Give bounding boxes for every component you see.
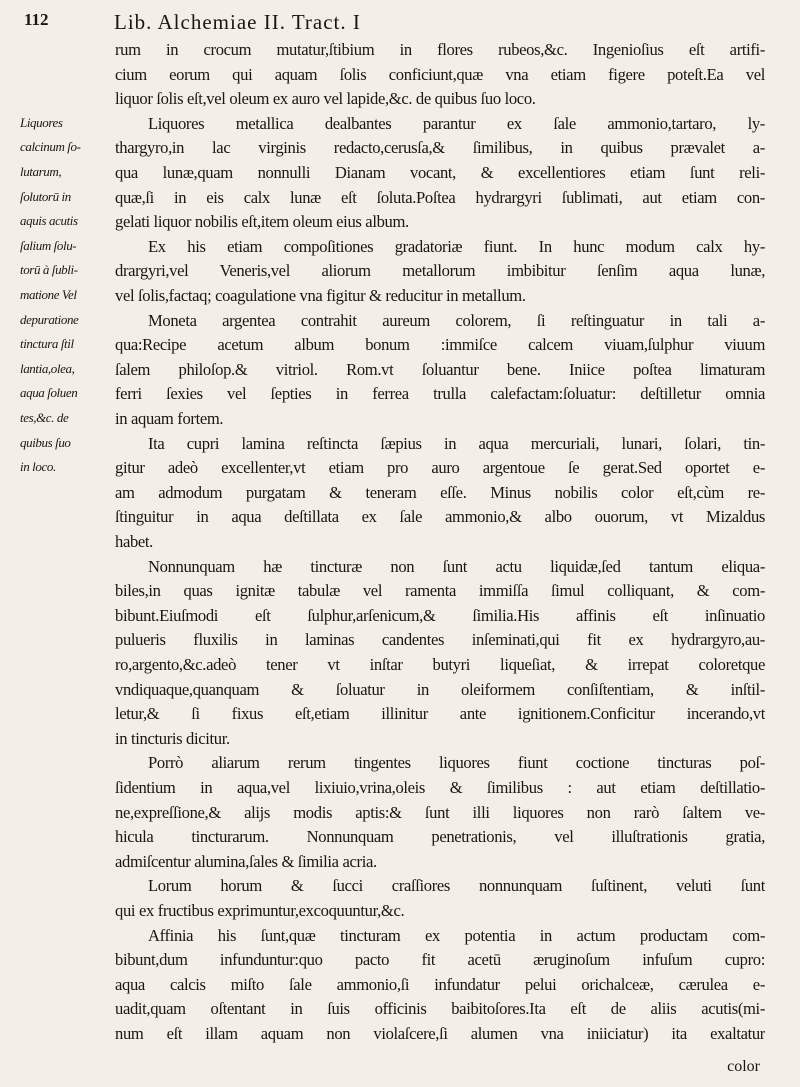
text-line	[0, 360, 800, 379]
line-text: vel ſolis,factaq; coagulatione vna figitur & reducitur in metallum.	[115, 286, 526, 305]
line-text: drargyri,vel Veneris,vel aliorum metallorum imbibitur ſenſim aqua lunæ,	[115, 261, 765, 281]
text-line	[0, 40, 800, 59]
line-text: bibunt,dum infunduntur:quo pacto fit acetū æruginoſum infuſum cupro:	[115, 950, 765, 970]
margin-note: tes,&c. de	[20, 410, 69, 425]
margin-note: torū à ſubli-	[20, 262, 78, 278]
margin-note: Liquores	[20, 114, 63, 130]
text-line	[0, 458, 800, 477]
text-line	[0, 778, 800, 797]
text-line	[0, 138, 800, 157]
text-line	[0, 261, 800, 280]
line-text: vndiquaque,quanquam & ſoluatur in oleiformem conſiſtentiam, & inſtil-	[115, 679, 765, 699]
text-line	[0, 114, 800, 133]
line-text: rum in crocum mutatur,ſtibium in flores rubeos,&c. Ingenioſius eſt artifi-	[115, 40, 765, 59]
line-text: liquor ſolis eſt,vel oleum ex auro vel lapide,&c. de quibus ſuo loco.	[115, 89, 536, 109]
text-line	[0, 409, 800, 428]
text-line	[0, 65, 800, 84]
line-text: ne,expreſſione,& alijs modis aptis:& ſunt illi liquores non rarò ſaltem ve-	[115, 802, 765, 822]
line-text: habet.	[115, 532, 153, 551]
line-text: hicula tincturarum. Nonnunquam penetrationis, vel illuſtrationis gratia,	[115, 827, 765, 847]
line-text: bibunt.Eiuſmodi eſt ſulphur,arſenicum,& ſimilia.His affinis eſt inſinuatio	[115, 605, 765, 625]
running-title: Lib. Alchemiae II. Tract. I	[114, 10, 361, 34]
line-text: biles,in quas ignitæ tabulæ vel ramenta immiſſa ſimul colliquant, & com-	[115, 581, 765, 601]
line-text: gitur adeò excellenter,vt etiam pro auro argentoue ſe gerat.Sed oportet e-	[115, 458, 765, 478]
text-line	[0, 630, 800, 649]
text-line	[0, 483, 800, 502]
line-text: Nonnunquam hæ tincturæ non ſunt actu liquidæ,ſed tantum eliqua-	[148, 556, 765, 576]
line-text: ro,argento,&c.adeò tener vt inſtar butyri liqueſiat, & irrepat coloretque	[115, 655, 765, 674]
line-text: Moneta argentea contrahit aureum colorem, ſi reſtinguatur in tali a-	[148, 310, 765, 330]
text-line	[0, 753, 800, 772]
margin-note: ſalium ſolu-	[20, 237, 77, 253]
line-text: cium eorum qui aquam ſolis conficiunt,quæ vna etiam figere poteſt.Ea vel	[115, 64, 765, 84]
line-text: qua lunæ,quam nonnulli Dianam vocant, & excellentiores etiam ſunt reli-	[115, 163, 765, 182]
margin-note: matione Vel	[20, 287, 77, 302]
text-line	[0, 876, 800, 895]
text-line	[0, 950, 800, 969]
text-line	[0, 803, 800, 822]
margin-note: in loco.	[20, 459, 56, 475]
line-text: ſidentium in aqua,vel lixiuio,vrina,oleis & ſimilibus : aut etiam deſtillatio-	[115, 778, 765, 797]
line-text: gelati liquor nobilis eſt,item oleum eius album.	[115, 212, 409, 232]
text-line	[0, 532, 800, 551]
line-text: ſalem philoſop.& vitriol. Rom.vt ſoluantur bene. Iniice poſtea limaturam	[115, 359, 765, 379]
margin-note: aquis acutis	[20, 213, 78, 229]
margin-note: ſolutorū in	[20, 188, 71, 204]
text-line	[0, 557, 800, 576]
line-text: uadit,quam oſtentant in ſuis officinis baibitoſores.Ita eſt de aliis acutis(mi-	[115, 999, 765, 1019]
text-line	[0, 655, 800, 674]
line-text: Ita cupri lamina reſtincta ſæpius in aqua mercuriali, lunari, ſolari, tin-	[148, 433, 765, 453]
text-line	[0, 729, 800, 748]
line-text: am admodum purgatam & teneram eſſe. Minus nobilis color eſt,cùm re-	[115, 482, 765, 502]
text-line	[0, 335, 800, 354]
text-line	[0, 434, 800, 453]
text-line	[0, 1024, 800, 1043]
text-line	[0, 999, 800, 1018]
line-text: Porrò aliarum rerum tingentes liquores fiunt coctione tincturas poſ-	[148, 753, 765, 773]
line-text: quæ,ſi in eis calx lunæ eſt ſoluta.Poſtea hydrargyri ſublimati, aut etiam con-	[115, 187, 765, 207]
running-header	[24, 10, 776, 32]
text-line	[0, 901, 800, 920]
text-line	[0, 212, 800, 231]
text-line	[0, 237, 800, 256]
line-text: in aquam fortem.	[115, 409, 224, 428]
text-line	[0, 827, 800, 846]
text-line	[0, 975, 800, 994]
text-line	[0, 286, 800, 305]
margin-note: depuratione	[20, 311, 79, 327]
line-text: thargyro,in lac virginis redacto,cerusſa,& ſimilibus, in quibus prævalet a-	[115, 138, 765, 158]
text-line	[0, 852, 800, 871]
margin-note: lutarum,	[20, 164, 62, 179]
text-line	[0, 926, 800, 945]
line-text: Lorum horum & ſucci craſſiores nonnunquam ſuſtinent, veluti ſunt	[148, 876, 765, 896]
text-line	[0, 581, 800, 600]
page-number: 112	[24, 10, 49, 29]
line-text: aqua calcis miſto ſale ammonio,ſi infundatur pelui orichalceæ, cærulea e-	[115, 974, 765, 994]
line-text: pulueris fluxilis in laminas candentes inſeminati,qui fit ex hydrargyro,au-	[115, 630, 765, 650]
text-line	[0, 311, 800, 330]
line-text: qua:Recipe acetum album bonum :immiſce calcem viuam,ſulphur viuum	[115, 335, 765, 355]
text-line	[0, 507, 800, 526]
margin-note: aqua ſoluen	[20, 385, 78, 401]
margin-note: tinctura ſtil	[20, 336, 74, 352]
text-line	[0, 188, 800, 207]
line-text: Liquores metallica dealbantes parantur ex ſale ammonio,tartaro, ly-	[148, 113, 765, 133]
line-text: Affinia his ſunt,quæ tincturam ex potentia in actum productam com-	[148, 925, 765, 945]
line-text: letur,& ſi fixus eſt,etiam illinitur ante ignitionem.Conficitur incerando,vt	[115, 704, 765, 724]
text-line	[0, 704, 800, 723]
text-line	[0, 163, 800, 182]
line-text: num eſt illam aquam non violaſcere,ſi alumen vna iniiciatur) ita exaltatur	[115, 1024, 765, 1043]
margin-note: calcinum ſo-	[20, 139, 81, 155]
margin-note: lantia,olea,	[20, 360, 75, 376]
line-text: Ex his etiam compoſitiones gradatoriæ fiunt. In hunc modum calx hy-	[148, 236, 765, 256]
text-line	[0, 89, 800, 108]
margin-note: quibus ſuo	[20, 434, 71, 450]
line-text: in tincturis dicitur.	[115, 728, 230, 748]
catchword: color	[727, 1058, 760, 1075]
line-text: qui ex fructibus exprimuntur,excoquuntur,&c.	[115, 901, 405, 920]
line-text: ferri ſexies vel ſepties in ferrea trulla calefactam:ſoluatur: deſtilletur omnia	[115, 384, 765, 404]
line-text: admiſcentur alumina,ſales & ſimilia acria.	[115, 851, 377, 871]
line-text: ſtinguitur in aqua deſtillata ex ſale ammonio,& albo ouorum, vt Mizaldus	[115, 507, 765, 527]
text-line	[0, 606, 800, 625]
text-line	[0, 680, 800, 699]
text-line	[0, 384, 800, 403]
